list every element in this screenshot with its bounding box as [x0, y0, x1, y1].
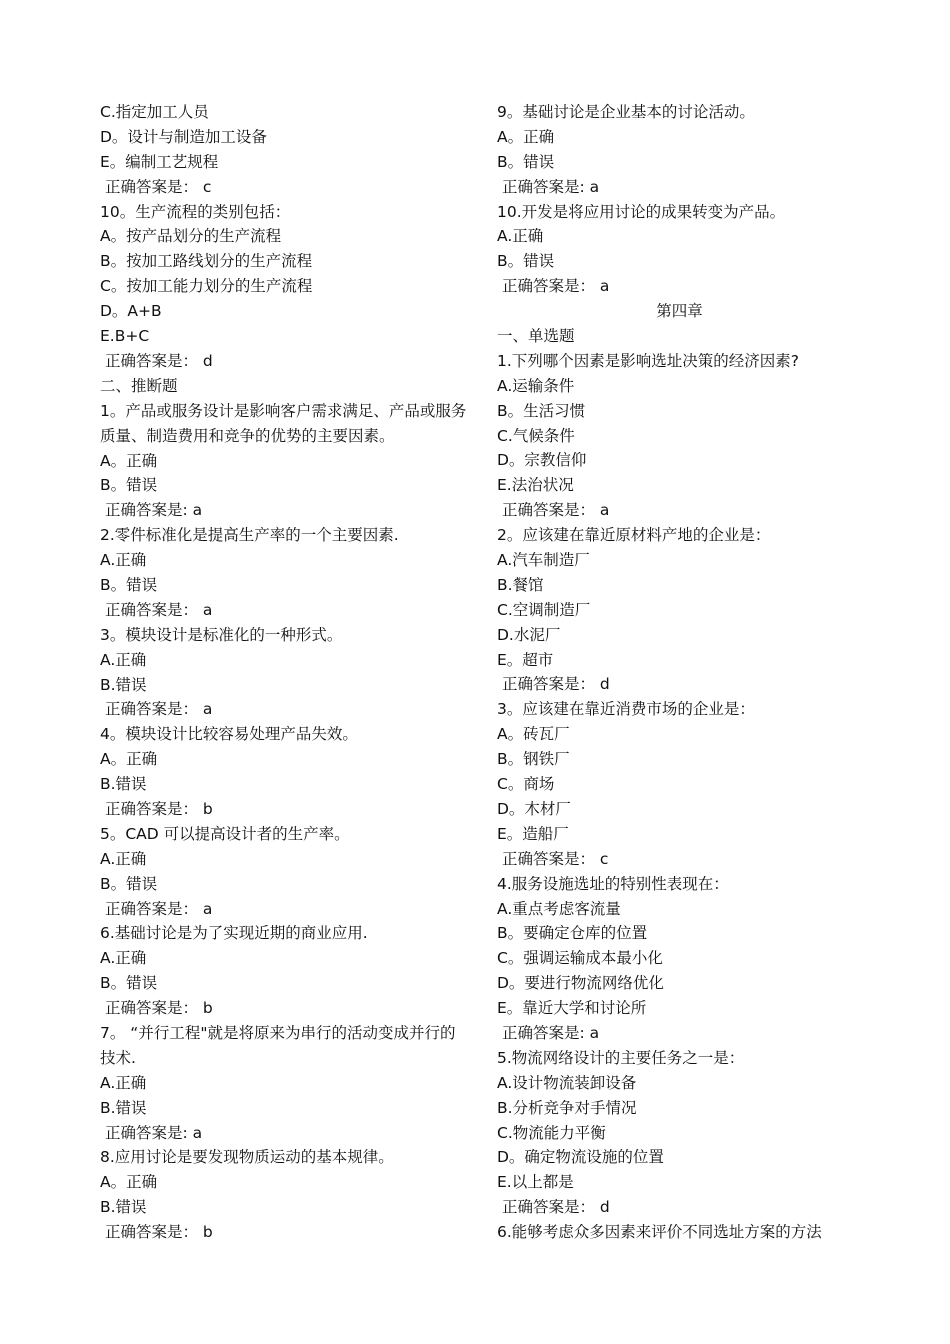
- text-line: D。宗教信仰: [497, 451, 587, 470]
- text-line: 9。基础讨论是企业基本的讨论活动。: [497, 103, 755, 121]
- text-line: D。设计与制造加工设备: [100, 127, 267, 146]
- text-line: A。正确: [100, 451, 158, 470]
- text-line: B。钢铁厂: [497, 750, 570, 769]
- text-line: C。强调运输成本最小化: [497, 949, 663, 968]
- text-line: A。正确: [497, 127, 555, 146]
- text-line: 3。模块设计是标准化的一种形式。: [100, 625, 343, 644]
- text-line: C。商场: [497, 775, 555, 794]
- text-line: E.B+C: [100, 327, 150, 346]
- text-line: B。错误: [497, 152, 555, 171]
- text-line: A。按产品划分的生产流程: [100, 227, 282, 246]
- answer-line: 正确答案是： b: [105, 999, 213, 1018]
- text-line: D.水泥厂: [497, 625, 561, 644]
- answer-line: 正确答案是: a: [502, 177, 600, 196]
- text-line: B。错误: [100, 476, 158, 495]
- text-line: A。正确: [100, 1173, 158, 1192]
- text-line: A.汽车制造厂: [497, 551, 590, 570]
- right-column: [497, 100, 862, 1245]
- answer-line: 正确答案是： a: [502, 277, 610, 296]
- text-line: B。生活习惯: [497, 401, 586, 420]
- text-line: C.物流能力平衡: [497, 1123, 606, 1142]
- text-line: B。错误: [100, 874, 158, 893]
- answer-line: 正确答案是： b: [105, 799, 213, 818]
- text-line: B。错误: [100, 974, 158, 993]
- answer-line: 正确答案是： d: [502, 675, 610, 694]
- text-line: 二、推断题: [100, 376, 178, 395]
- answer-line: 正确答案是： d: [502, 1198, 610, 1217]
- text-line: B.餐馆: [497, 575, 544, 594]
- text-line: 一、单选题: [497, 327, 575, 346]
- text-line: C。按加工能力划分的生产流程: [100, 277, 313, 296]
- text-line: B。错误: [100, 575, 158, 594]
- text-line: 5.物流网络设计的主要任务之一是：: [497, 1048, 745, 1067]
- text-line: A.设计物流装卸设备: [497, 1073, 637, 1092]
- text-line: E。靠近大学和讨论所: [497, 999, 647, 1018]
- text-line: A.重点考虑客流量: [497, 899, 621, 918]
- text-line: 1。产品或服务设计是影响客户需求满足、产品或服务质量、制造费用和竞争的优势的主要因素。: [100, 401, 467, 445]
- answer-line: 正确答案是： a: [502, 501, 610, 520]
- text-line: D。确定物流设施的位置: [497, 1148, 664, 1167]
- text-line: 3。应该建在靠近消费市场的企业是：: [497, 700, 755, 719]
- text-line: B。要确定仓库的位置: [497, 924, 648, 943]
- answer-line: 正确答案是: a: [502, 1023, 600, 1042]
- text-line: A.正确: [497, 227, 544, 246]
- answer-line: 正确答案是： c: [502, 849, 609, 868]
- text-line: C.空调制造厂: [497, 600, 591, 619]
- text-line: A.正确: [100, 1073, 147, 1092]
- text-line: 2.零件标准化是提高生产率的一个主要因素.: [100, 526, 399, 545]
- text-line: A.正确: [100, 650, 147, 669]
- text-line: 6.基础讨论是为了实现近期的商业应用.: [100, 924, 368, 943]
- text-line: C.指定加工人员: [100, 103, 209, 121]
- text-line: E。编制工艺规程: [100, 152, 219, 171]
- answer-line: 正确答案是： c: [105, 177, 212, 196]
- text-line: 2。应该建在靠近原材料产地的企业是：: [497, 526, 771, 545]
- text-line: A。正确: [100, 750, 158, 769]
- text-line: D。要进行物流网络优化: [497, 974, 664, 993]
- text-line: B。按加工路线划分的生产流程: [100, 252, 313, 271]
- text-line: 10.开发是将应用讨论的成果转变为产品。: [497, 202, 786, 221]
- text-line: 1.下列哪个因素是影响选址决策的经济因素?: [497, 351, 800, 370]
- text-line: A。砖瓦厂: [497, 725, 570, 744]
- text-line: 10。生产流程的类别包括：: [100, 202, 291, 221]
- text-line: B.错误: [100, 775, 147, 794]
- text-line: D。A+B: [100, 302, 162, 321]
- chapter-heading: 第四章: [656, 302, 703, 321]
- answer-line: 正确答案是： a: [105, 700, 213, 719]
- text-line: E.以上都是: [497, 1173, 574, 1192]
- text-line: 8.应用讨论是要发现物质运动的基本规律。: [100, 1148, 394, 1167]
- text-line: A.正确: [100, 849, 147, 868]
- text-line: E。造船厂: [497, 824, 569, 843]
- text-line: B。错误: [497, 252, 555, 271]
- text-line: E.法治状况: [497, 476, 574, 495]
- text-line: A.运输条件: [497, 376, 575, 395]
- answer-line: 正确答案是： a: [105, 600, 213, 619]
- text-line: B.错误: [100, 1198, 147, 1217]
- text-line: 4。模块设计比较容易处理产品失效。: [100, 725, 358, 744]
- text-line: E。超市: [497, 650, 554, 669]
- text-line: A.正确: [100, 949, 147, 968]
- text-line: B.错误: [100, 675, 147, 694]
- text-line: C.气候条件: [497, 426, 575, 445]
- text-line: 7。 “并行工程"就是将原来为串行的活动变成并行的技术.: [100, 1023, 456, 1067]
- text-line: 4.服务设施选址的特别性表现在：: [497, 874, 729, 893]
- text-line: B.分析竞争对手情况: [497, 1098, 637, 1117]
- text-line: D。木材厂: [497, 799, 571, 818]
- text-line: A.正确: [100, 551, 147, 570]
- answer-line: 正确答案是: a: [105, 501, 203, 520]
- answer-line: 正确答案是： a: [105, 899, 213, 918]
- left-column: [100, 100, 470, 1245]
- answer-line: 正确答案是： b: [105, 1223, 213, 1242]
- text-line: 6.能够考虑众多因素来评价不同选址方案的方法: [497, 1223, 822, 1242]
- text-line: B.错误: [100, 1098, 147, 1117]
- answer-line: 正确答案是： d: [105, 351, 213, 370]
- text-line: 5。CAD 可以提高设计者的生产率。: [100, 824, 350, 843]
- answer-line: 正确答案是: a: [105, 1123, 203, 1142]
